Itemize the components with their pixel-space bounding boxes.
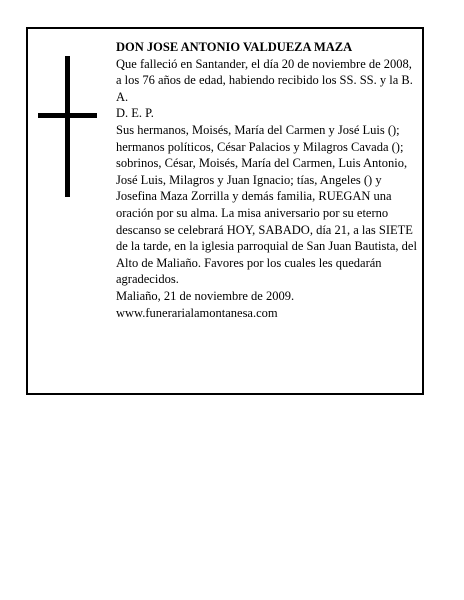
cross-horizontal-bar — [38, 113, 97, 118]
notice-text — [116, 39, 420, 321]
cross-icon — [38, 56, 97, 197]
place-date-line: Maliaño, 21 de noviembre de 2009. — [116, 288, 295, 303]
cross-vertical-bar — [65, 56, 70, 197]
rip-line: D. E. P. — [116, 106, 154, 121]
age-line: a los 76 años de edad, habiendo recibido los SS. SS. y la B. A. — [116, 73, 413, 104]
family-paragraph: Sus hermanos, Moisés, María del Carmen y José Luis (); hermanos políticos, César Palacios y Milagros Cavada (); sobrinos, César, Moisés, María del Carmen, Luis Antonio, José Luis, Milagros y Juan Ignacio; tías, Angeles () y Josefina Maza Zorrilla y demás familia, RUEGAN una oración por su alma. La misa aniversario por su eterno descanso se celebrará HOY, SABADO, día 21, a las SIETE de la tarde, en la iglesia parroquial de San Juan Bautista, del Alto de Maliaño. Favores por los cuales les quedarán agradecidos. — [116, 122, 417, 287]
website-line: www.funerarialamontanesa.com — [116, 305, 278, 320]
death-line: Que falleció en Santander, el día 20 de noviembre de 2008, — [116, 56, 412, 71]
deceased-name: DON JOSE ANTONIO VALDUEZA MAZA — [116, 40, 353, 54]
obituary-notice — [26, 27, 424, 395]
